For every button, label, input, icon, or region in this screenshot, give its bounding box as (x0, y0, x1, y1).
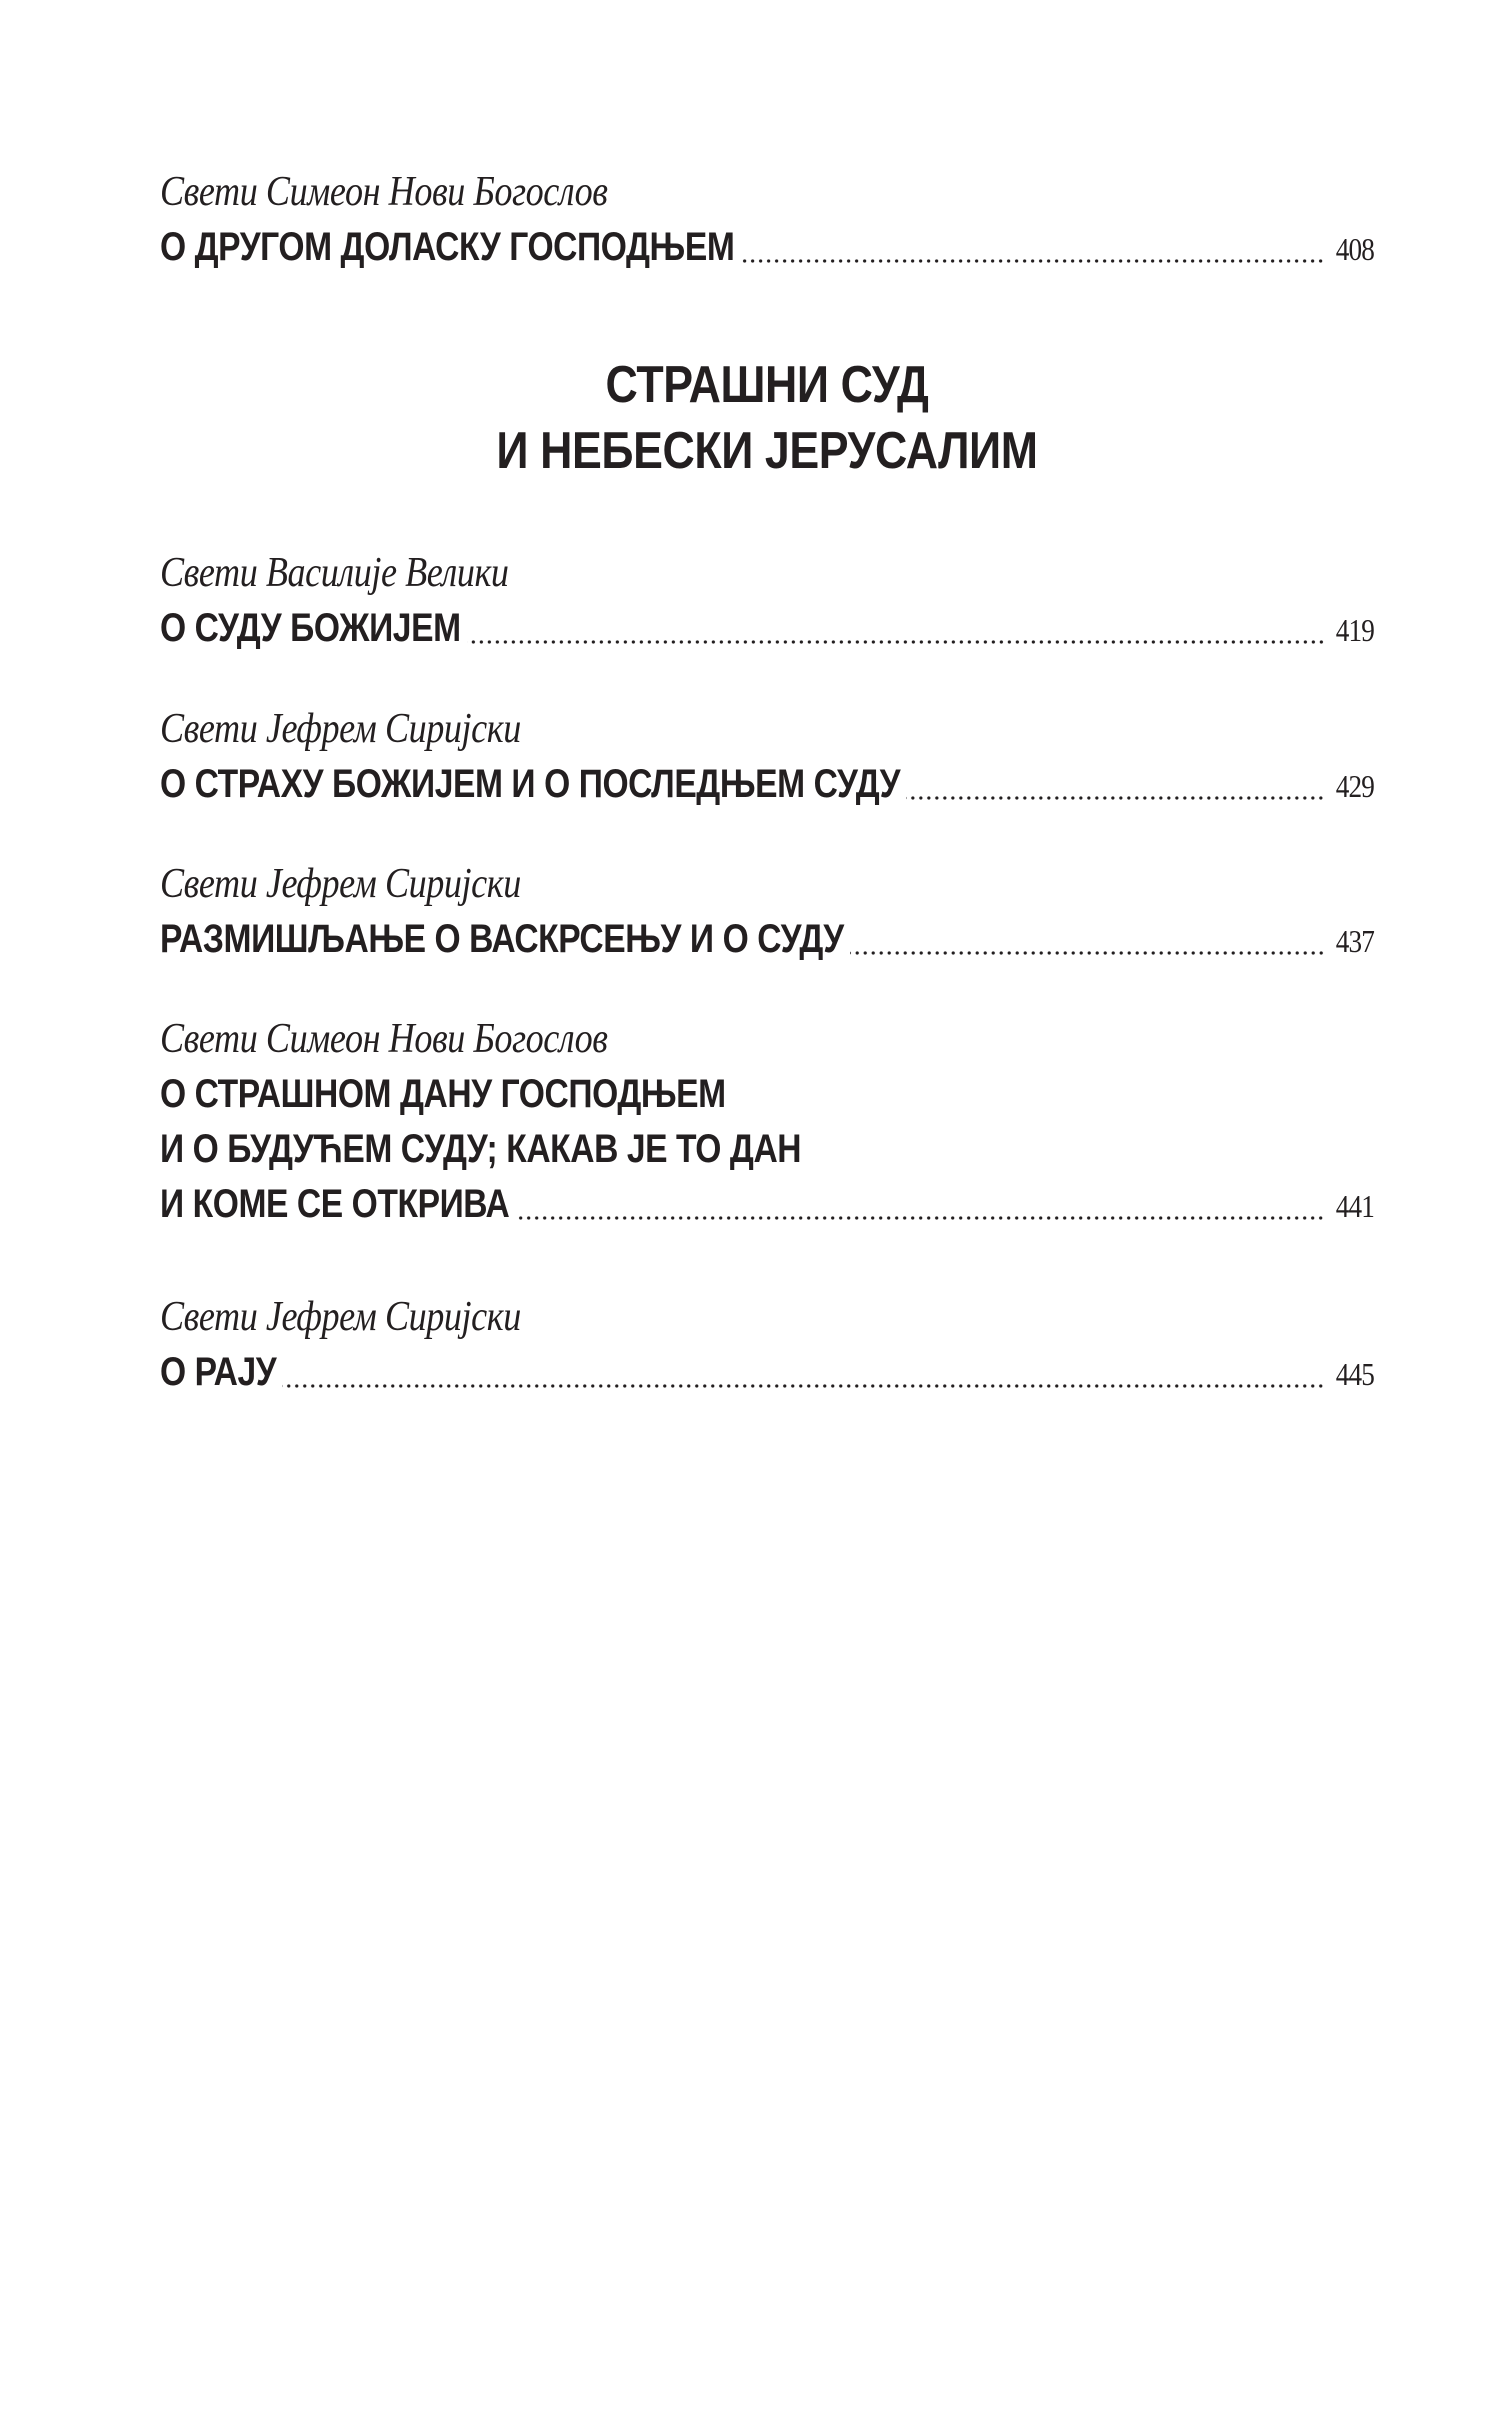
dot-leader (282, 1384, 1325, 1388)
toc-entry-author: Свети Јефрем Сиријски (160, 706, 521, 752)
toc-entry-page-number: 429 (1335, 768, 1374, 804)
toc-entry-title-line (160, 601, 1374, 656)
toc-entry-author: Свети Јефрем Сиријски (160, 861, 521, 907)
dot-leader (515, 1216, 1325, 1220)
toc-entry-title-text: О ДРУГОМ ДОЛАСКУ ГОСПОДЊЕМ (160, 225, 735, 269)
dot-leader (850, 951, 1325, 955)
toc-entry-title-text: О РАЈУ (160, 1350, 277, 1394)
section-heading (160, 352, 1374, 484)
toc-entry[interactable] (160, 1290, 1374, 1400)
dot-leader (740, 259, 1325, 263)
toc-entry-title-line (160, 1122, 1374, 1177)
toc-entry-page-number: 445 (1335, 1356, 1374, 1392)
toc-entry-title-line (160, 220, 1374, 275)
toc-entry-title-line (160, 1067, 1374, 1122)
toc-entry[interactable] (160, 165, 1374, 275)
dot-leader (906, 796, 1325, 800)
toc-entry-page-number: 408 (1335, 231, 1374, 267)
toc-entry-title[interactable] (160, 601, 1374, 656)
toc-entry[interactable] (160, 1012, 1374, 1232)
toc-entry-page-number: 437 (1335, 923, 1374, 959)
toc-entry-title-text: И КОМЕ СЕ ОТКРИВА (160, 1182, 510, 1226)
toc-entry-title-text: О СТРАХУ БОЖИЈЕМ И О ПОСЛЕДЊЕМ СУДУ (160, 762, 901, 806)
dot-leader (467, 640, 1325, 644)
toc-entry-title[interactable] (160, 1067, 1374, 1232)
toc-entry[interactable] (160, 857, 1374, 967)
section-heading-line: СТРАШНИ СУД (605, 356, 929, 414)
toc-entry-title[interactable] (160, 757, 1374, 812)
toc-entry-title-text: И О БУДУЋЕМ СУДУ; КАКАВ ЈЕ ТО ДАН (160, 1127, 802, 1171)
toc-entry-author: Свети Симеон Нови Богослов (160, 169, 608, 215)
toc-entry-title-text: О СУДУ БОЖИЈЕМ (160, 606, 461, 650)
toc-entry-author: Свети Симеон Нови Богослов (160, 1016, 608, 1062)
toc-entry-title-line (160, 757, 1374, 812)
toc-entry-title-text: РАЗМИШЉАЊЕ О ВАСКРСЕЊУ И О СУДУ (160, 917, 844, 961)
toc-entry-author: Свети Јефрем Сиријски (160, 1294, 521, 1340)
toc-entry[interactable] (160, 702, 1374, 812)
toc-entry-title-line (160, 912, 1374, 967)
toc-entry-title[interactable] (160, 912, 1374, 967)
toc-entry-page-number: 419 (1335, 612, 1374, 648)
toc-entry-author: Свети Василије Велики (160, 550, 509, 596)
toc-entry-title-text: О СТРАШНОМ ДАНУ ГОСПОДЊЕМ (160, 1072, 726, 1116)
toc-entry-title-line (160, 1345, 1374, 1400)
section-heading-line: И НЕБЕСКИ ЈЕРУСАЛИМ (496, 422, 1038, 480)
toc-entry[interactable] (160, 546, 1374, 656)
toc-entry-title-line (160, 1177, 1374, 1232)
toc-entry-page-number: 441 (1335, 1188, 1374, 1224)
toc-entry-title[interactable] (160, 1345, 1374, 1400)
toc-entry-title[interactable] (160, 220, 1374, 275)
